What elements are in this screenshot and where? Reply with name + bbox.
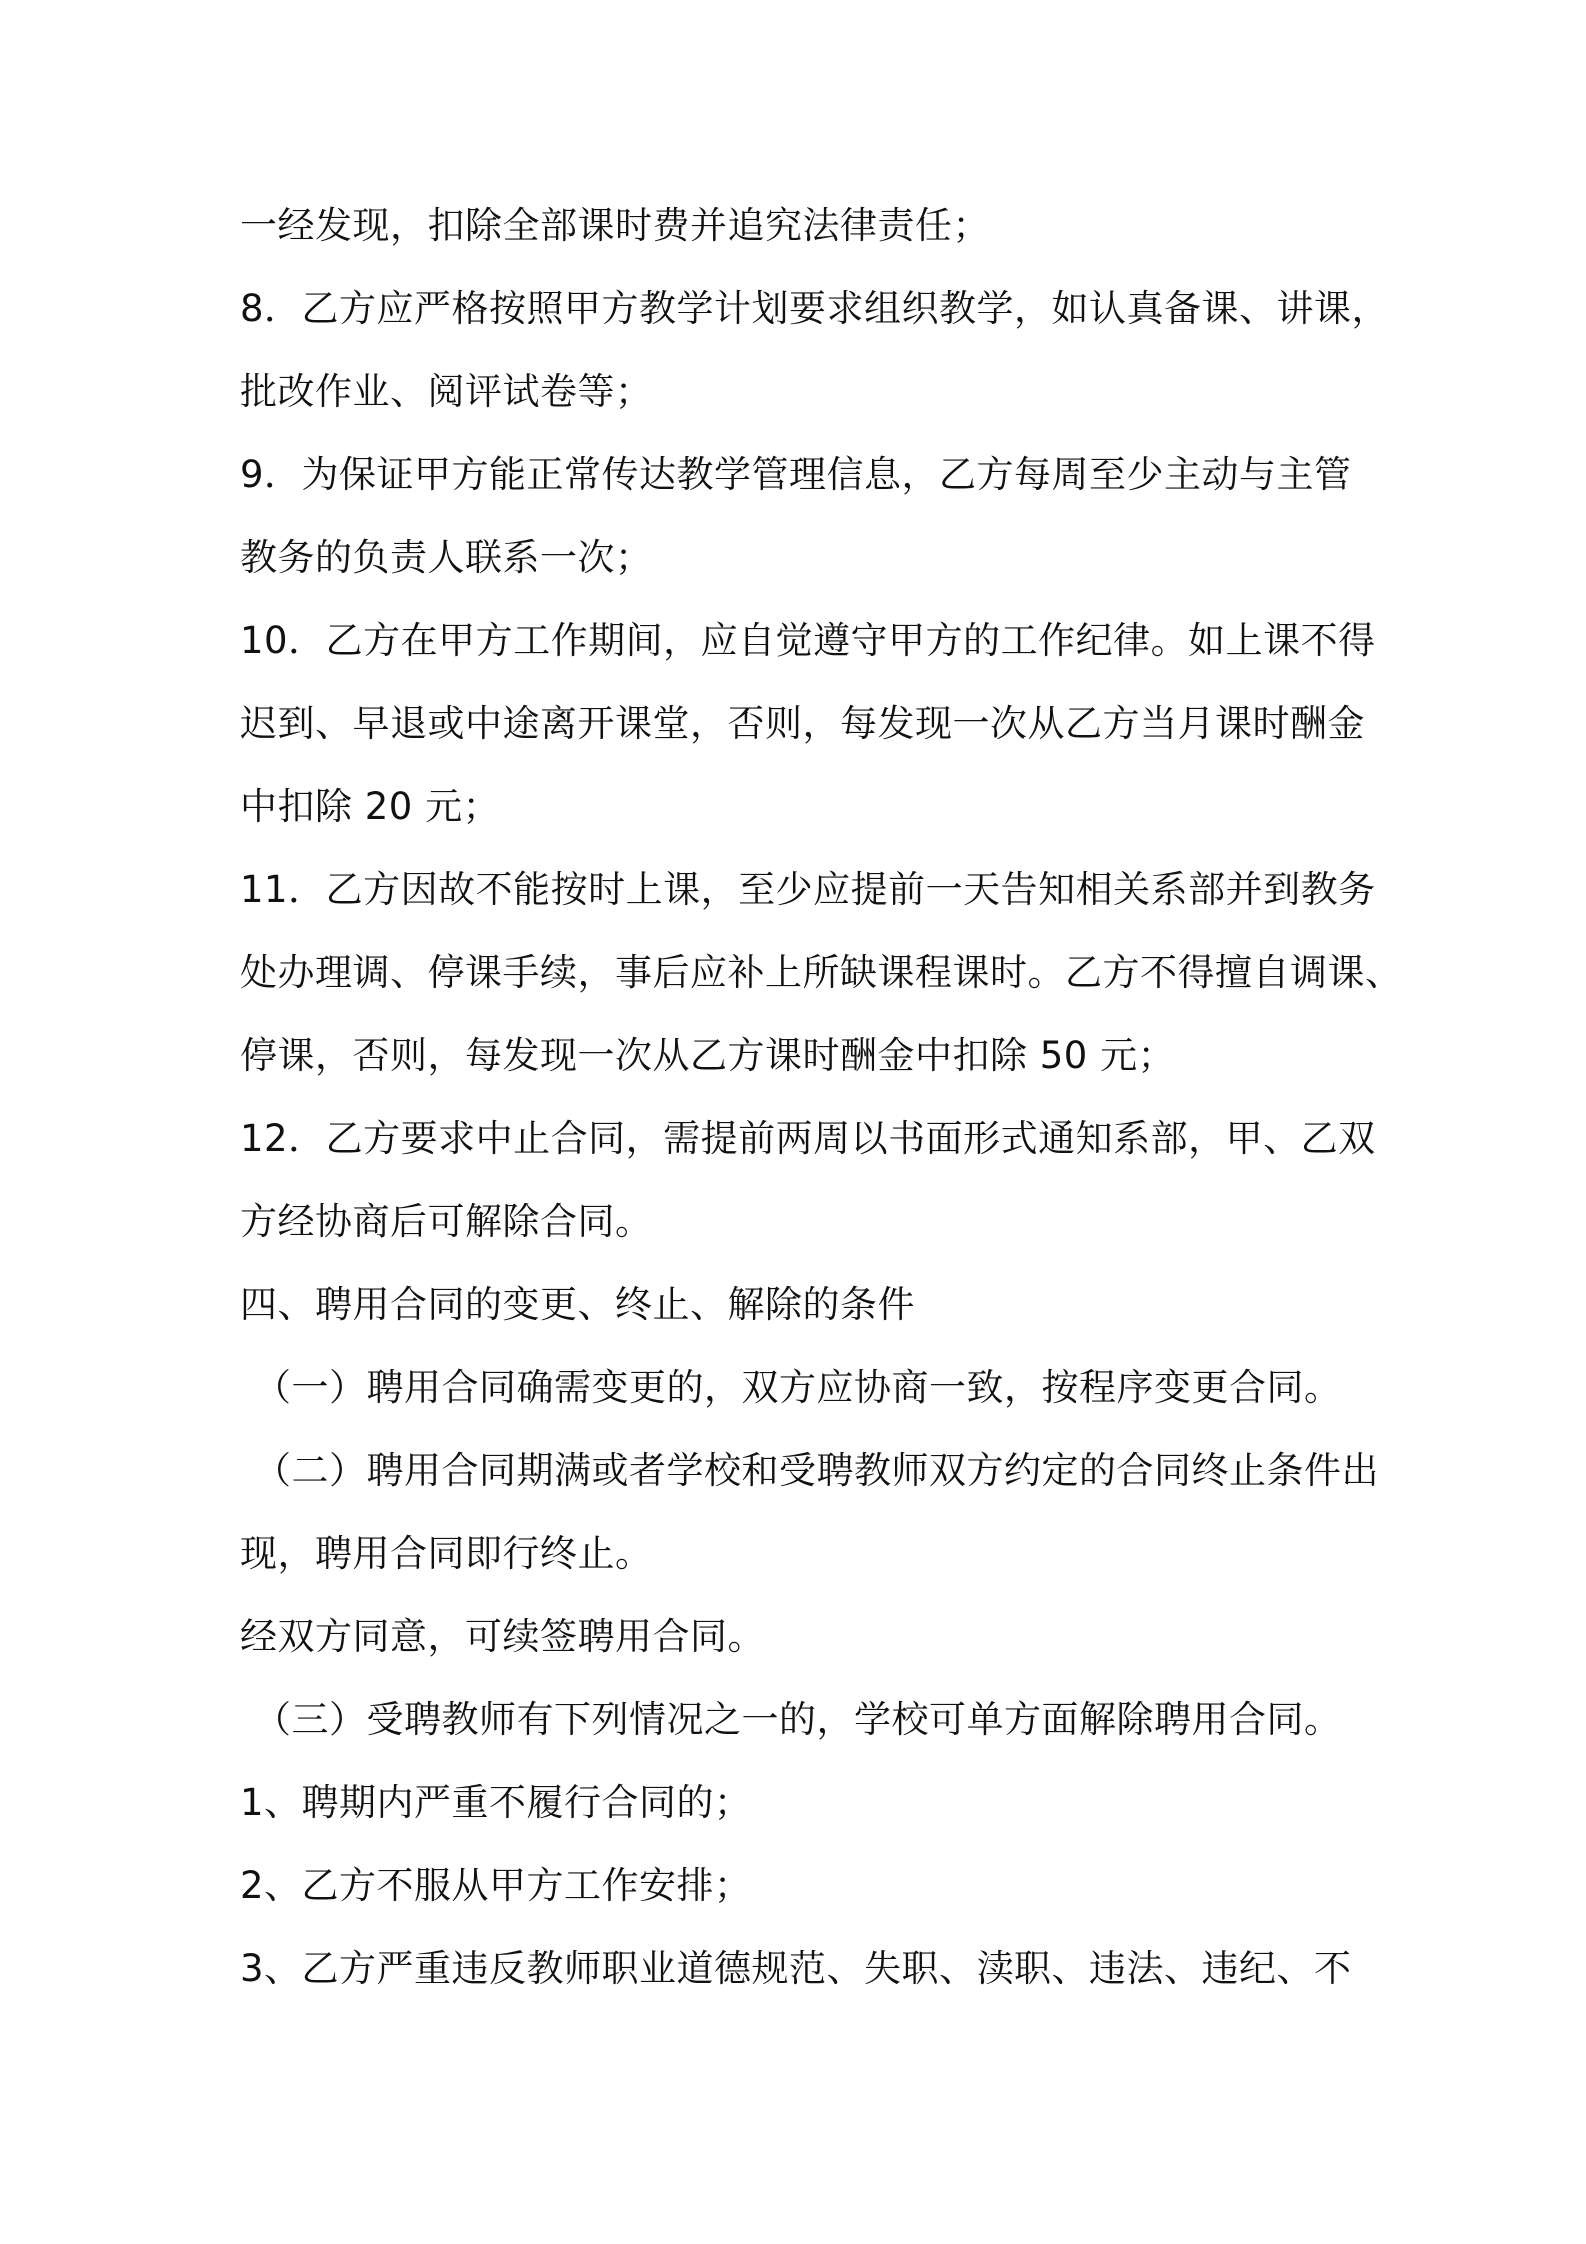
text-line: 停课，否则，每发现一次从乙方课时酬金中扣除 50 元； bbox=[240, 1034, 1176, 1077]
text-line: （三）受聘教师有下列情况之一的，学校可单方面解除聘用合同。 bbox=[254, 1698, 1342, 1741]
text-line: 处办理调、停课手续，事后应补上所缺课程课时。乙方不得擅自调课、 bbox=[240, 951, 1403, 994]
text-line: 经双方同意，可续签聘用合同。 bbox=[240, 1615, 765, 1658]
text-line: 1、聘期内严重不履行合同的； bbox=[240, 1781, 752, 1824]
text-line: 10．乙方在甲方工作期间，应自觉遵守甲方的工作纪律。如上课不得 bbox=[240, 619, 1376, 662]
text-line: 2、乙方不服从甲方工作安排； bbox=[240, 1864, 752, 1907]
text-line: 12．乙方要求中止合同，需提前两周以书面形式通知系部，甲、乙双 bbox=[240, 1117, 1376, 1160]
text-line: 方经协商后可解除合同。 bbox=[240, 1200, 653, 1243]
text-line: 8．乙方应严格按照甲方教学计划要求组织教学，如认真备课、讲课， bbox=[240, 287, 1390, 330]
text-line: 9．为保证甲方能正常传达教学管理信息，乙方每周至少主动与主管 bbox=[240, 453, 1352, 496]
text-line: 现，聘用合同即行终止。 bbox=[240, 1532, 653, 1575]
text-line: 批改作业、阅评试卷等； bbox=[240, 370, 653, 413]
text-line: 教务的负责人联系一次； bbox=[240, 536, 653, 579]
text-line: 中扣除 20 元； bbox=[240, 785, 501, 828]
text-line: （二）聘用合同期满或者学校和受聘教师双方约定的合同终止条件出 bbox=[254, 1449, 1379, 1492]
text-line: 11．乙方因故不能按时上课，至少应提前一天告知相关系部并到教务 bbox=[240, 868, 1376, 911]
text-line: 3、乙方严重违反教师职业道德规范、失职、渎职、违法、违纪、不 bbox=[240, 1947, 1352, 1990]
text-line: （一）聘用合同确需变更的，双方应协商一致，按程序变更合同。 bbox=[254, 1366, 1342, 1409]
text-line: 迟到、早退或中途离开课堂，否则，每发现一次从乙方当月课时酬金 bbox=[240, 702, 1365, 745]
text-line: 一经发现，扣除全部课时费并追究法律责任； bbox=[240, 204, 990, 247]
section-heading: 四、聘用合同的变更、终止、解除的条件 bbox=[240, 1283, 915, 1326]
